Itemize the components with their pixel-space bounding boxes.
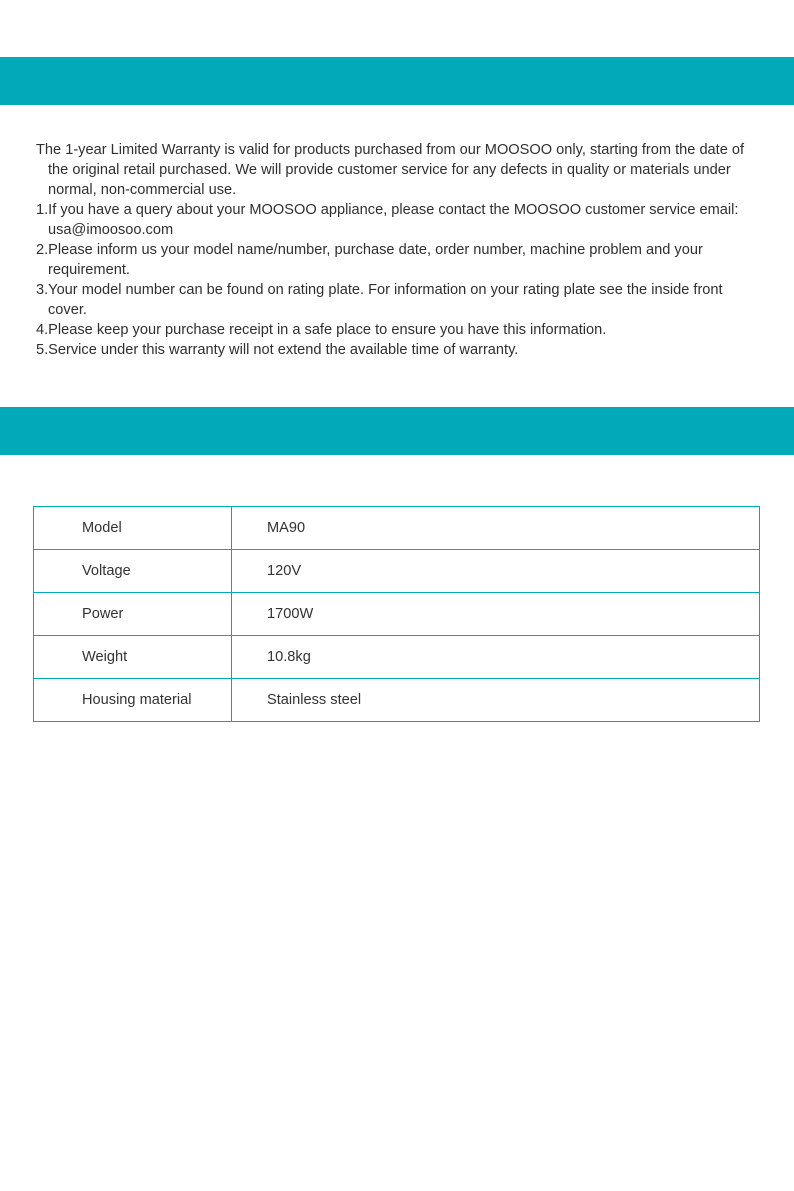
- spec-row-power: [34, 593, 760, 636]
- spec-label: Power: [34, 593, 232, 636]
- spec-value: 120V: [232, 550, 760, 593]
- spec-label: Housing material: [34, 679, 232, 722]
- spec-value: Stainless steel: [232, 679, 760, 722]
- warranty-section: [36, 140, 756, 360]
- warranty-list: [36, 200, 756, 360]
- spec-row-model: [34, 507, 760, 550]
- warranty-item: 1.If you have a query about your MOOSOO appliance, please contact the MOOSOO customer service email: usa@imoosoo.com: [36, 202, 739, 238]
- warranty-item: 3.Your model number can be found on rating plate. For information on your rating plate see the inside front cover.: [36, 282, 723, 318]
- spec-value: MA90: [232, 507, 760, 550]
- specifications-table: [33, 506, 760, 722]
- warranty-intro: The 1-year Limited Warranty is valid for products purchased from our MOOSOO only, starting from the date of the original retail purchased. We will provide customer service for any defects in quality or materials under normal, non-commercial use.: [36, 142, 745, 198]
- warranty-item: 4.Please keep your purchase receipt in a safe place to ensure you have this information.: [36, 322, 607, 338]
- warranty-item: 5.Service under this warranty will not extend the available time of warranty.: [36, 342, 519, 358]
- spec-label: Model: [34, 507, 232, 550]
- warranty-header-band: [0, 57, 794, 105]
- spec-value: 1700W: [232, 593, 760, 636]
- specifications-header-band: [0, 407, 794, 455]
- spec-value: 10.8kg: [232, 636, 760, 679]
- warranty-item: 2.Please inform us your model name/number, purchase date, order number, machine problem and your requirement.: [36, 242, 703, 278]
- spec-label: Weight: [34, 636, 232, 679]
- spec-row-voltage: [34, 550, 760, 593]
- spec-row-weight: [34, 636, 760, 679]
- spec-label: Voltage: [34, 550, 232, 593]
- spec-row-housing-material: [34, 679, 760, 722]
